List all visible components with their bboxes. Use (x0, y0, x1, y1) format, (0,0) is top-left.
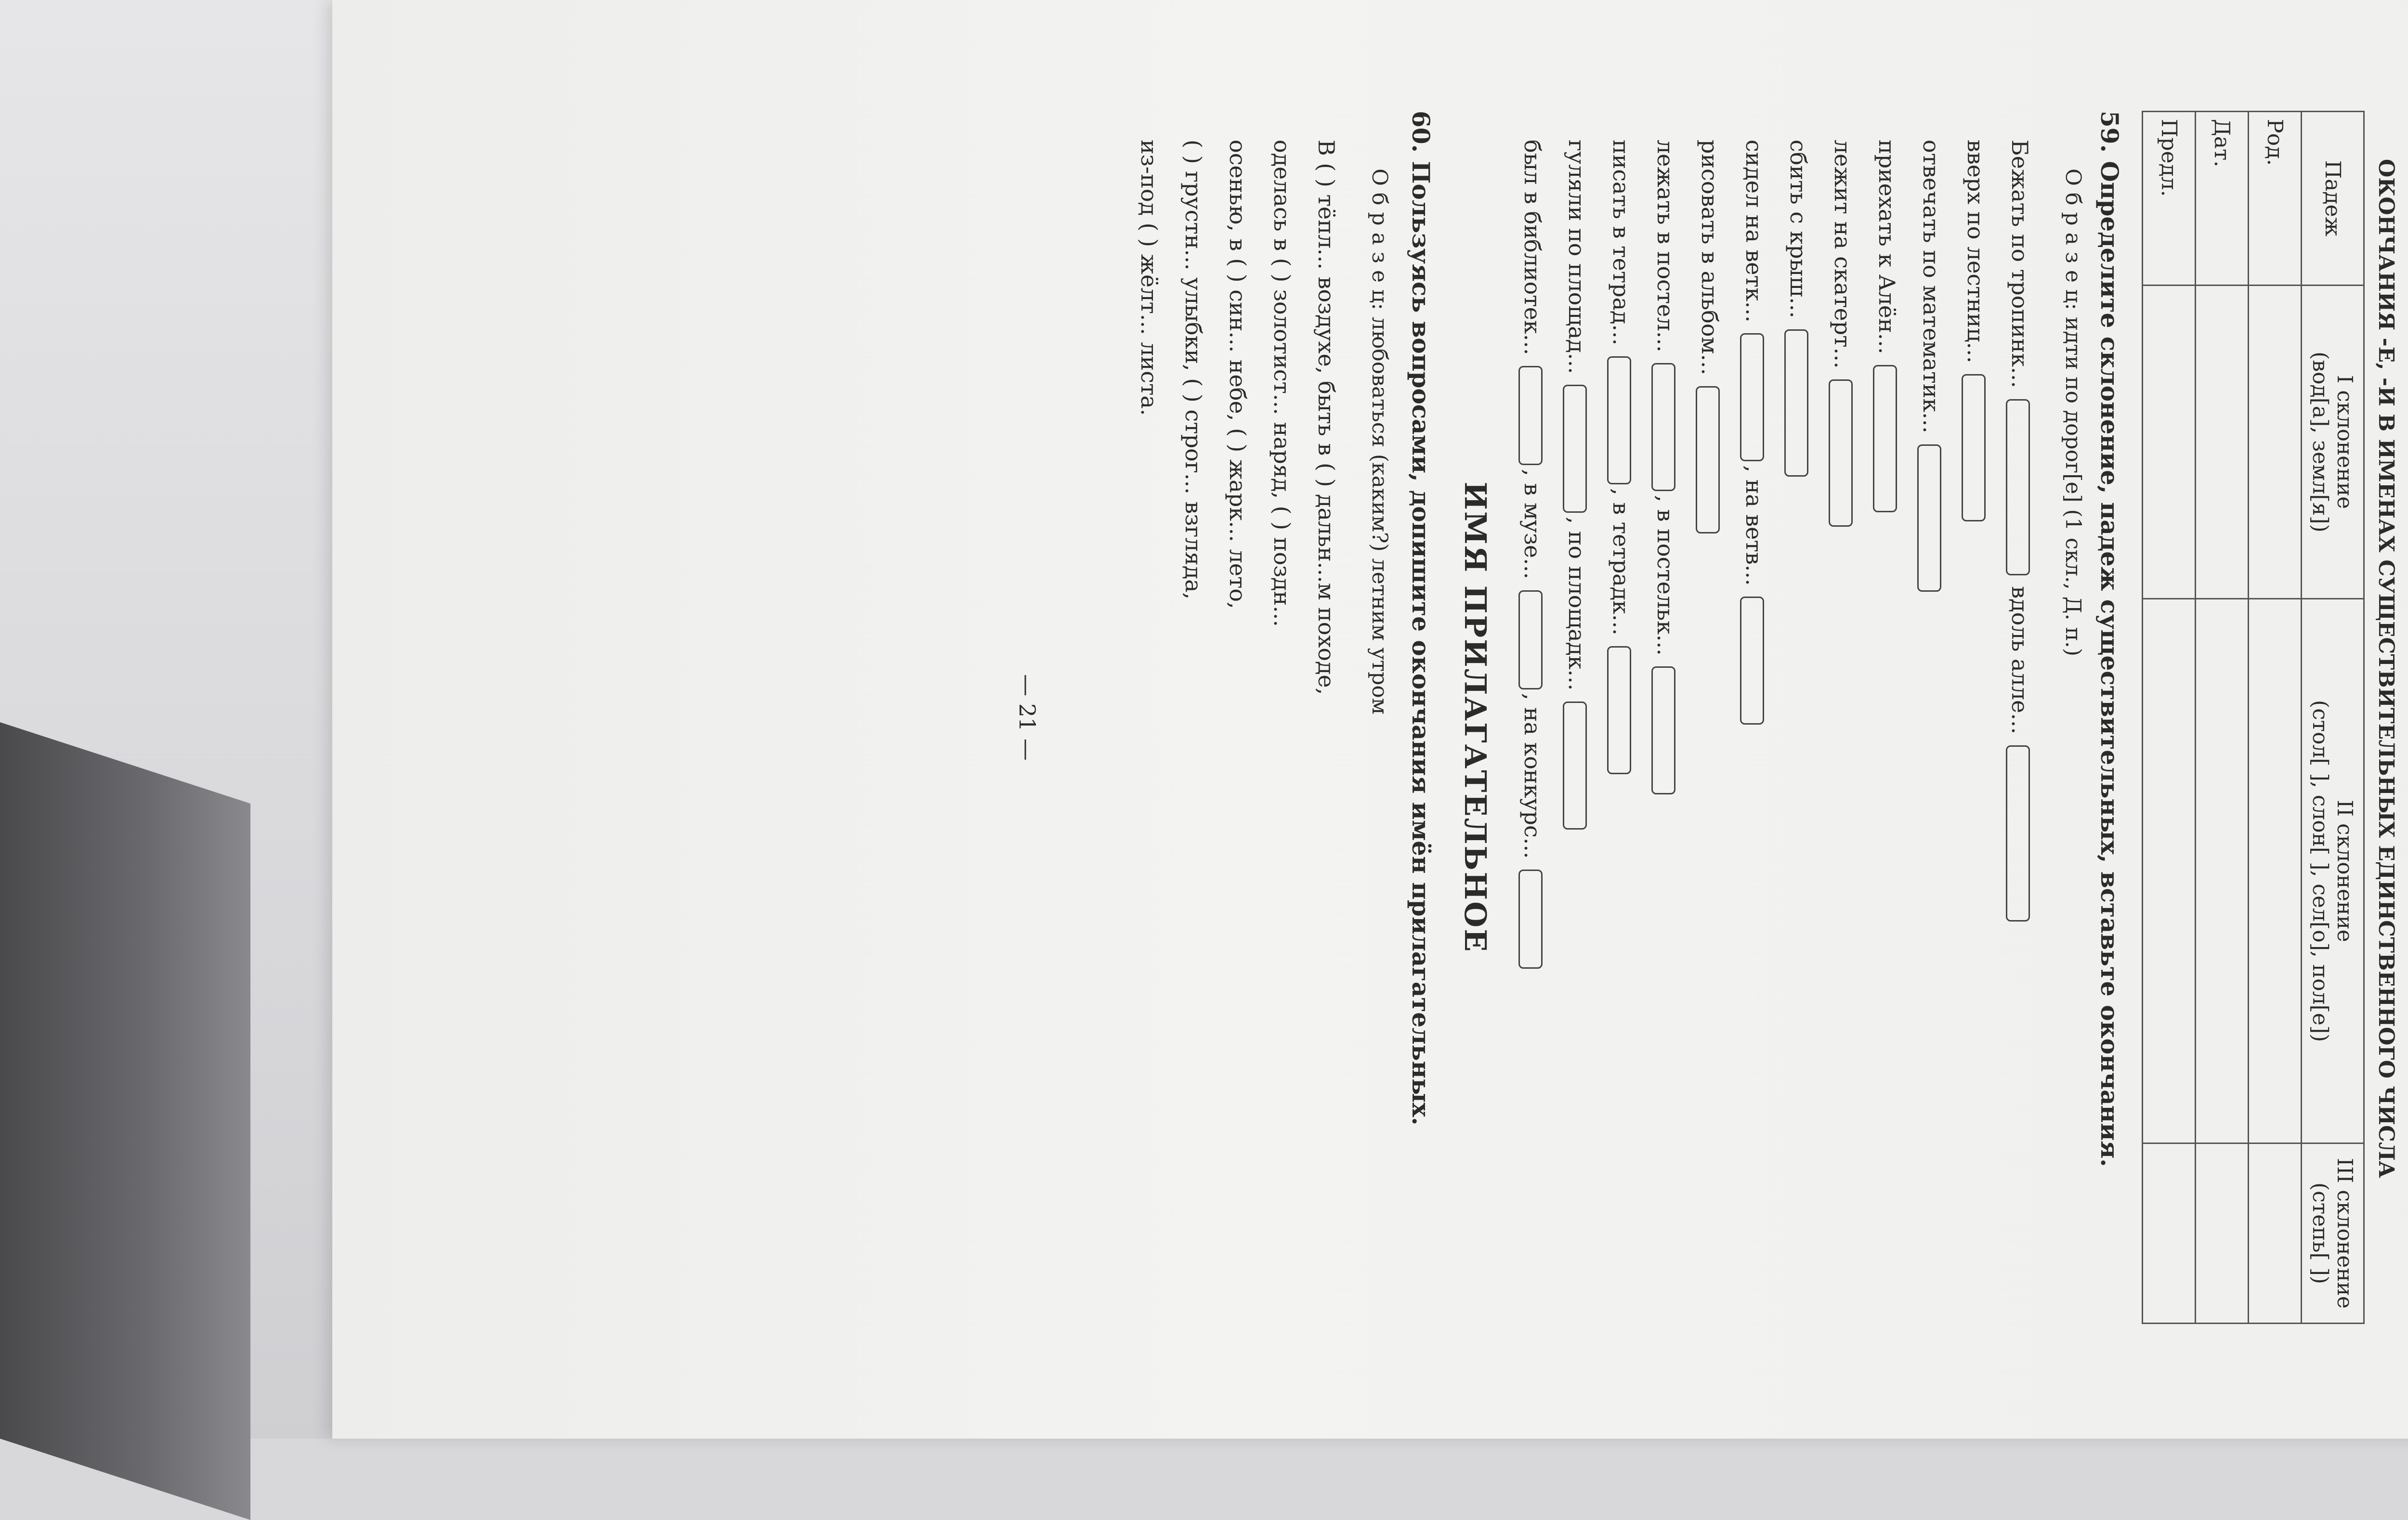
answer-blank[interactable] (2006, 745, 2030, 922)
endings-table (2142, 111, 2365, 1324)
ex60-line: В ( ) тёпл... воздухе, быть в ( ) дальн...м походе, (1313, 140, 1339, 695)
answer-blank[interactable] (1784, 329, 1808, 477)
row-label: Род. (2249, 112, 2302, 286)
ex59-line: отвечать по математик... (1909, 140, 1953, 973)
answer-blank[interactable] (1518, 870, 1543, 969)
ex59-line: вверх по лестниц... (1953, 140, 1998, 973)
table-cell[interactable] (2249, 599, 2302, 1143)
rotated-page-content (385, 111, 2408, 1324)
answer-blank[interactable] (2006, 399, 2030, 575)
ex59-line: сбить с крыш... (1776, 140, 1820, 973)
answer-blank[interactable] (1696, 386, 1720, 533)
table-cell[interactable] (2196, 286, 2249, 599)
ex59-sample: О б р а з е ц: идти по дорог[е] (1 скл., Д. п.) (2061, 169, 2085, 656)
ex59-line: сидел на ветк... , на ветв... (1732, 140, 1776, 973)
table-cell[interactable] (2196, 599, 2249, 1143)
table-cell[interactable] (2249, 286, 2302, 599)
answer-blank[interactable] (1651, 363, 1675, 491)
answer-blank[interactable] (1829, 379, 1853, 527)
ex60-lines (1127, 140, 1348, 1324)
ex59-title: 59. Определите склонение, падеж существительных, вставьте окончания. (2095, 111, 2124, 1167)
answer-blank[interactable] (1607, 646, 1631, 774)
answer-blank[interactable] (1607, 356, 1631, 484)
col-case: Падеж (2302, 112, 2364, 286)
answer-blank[interactable] (1962, 374, 1986, 521)
ex60-title: 60. Пользуясь вопросами, допишите окончания имён прилагательных. (1407, 111, 1435, 1126)
row-label: Дат. (2196, 112, 2249, 286)
ex60-line: оделась в ( ) золотист... наряд, ( ) поздн... (1269, 140, 1295, 627)
ex59-line: писать в тетрад... , в тетрадк... (1599, 140, 1643, 973)
table-cell[interactable] (2143, 286, 2196, 599)
table-cell[interactable] (2143, 1143, 2196, 1324)
answer-blank[interactable] (1563, 702, 1587, 830)
table-cell[interactable] (2143, 599, 2196, 1143)
ex59-line: был в библиотек... , в музе... , на конкурс... (1510, 140, 1555, 973)
dark-surface (0, 722, 250, 1520)
ex59-lines (1510, 140, 2042, 973)
ex59-line: рисовать в альбом... (1688, 140, 1732, 973)
answer-blank[interactable] (1518, 590, 1543, 689)
answer-blank[interactable] (1917, 444, 1941, 592)
ex58-table-caption: ОКОНЧАНИЯ -Е, -И В ИМЕНАХ СУЩЕСТВИТЕЛЬНЫХ ЕДИНСТВЕННОГО ЧИСЛА (2374, 159, 2398, 1178)
ex60-line: из-под ( ) жёлт... листа. (1136, 140, 1162, 416)
answer-blank[interactable] (1563, 385, 1587, 513)
section-title: ИМЯ ПРИЛАГАТЕЛЬНОЕ (1458, 481, 1493, 953)
table-cell[interactable] (2196, 1143, 2249, 1324)
col-decl1: I склонение (вод[а], земл[я]) (2302, 286, 2364, 599)
ex59-line: лежит на скатерт... (1820, 140, 1865, 973)
ex60-line: осенью, в ( ) син... небе, ( ) жарк... лето, (1225, 140, 1251, 609)
ex59-line: приехать к Алён... (1865, 140, 1909, 973)
ex59-line: гуляли по площад... , по площадк... (1555, 140, 1599, 973)
ex60-line: ( ) грустн... улыбки, ( ) строг... взгляда, (1180, 140, 1206, 600)
col-decl2: II склонение (стол[ ], слон[ ], сел[о], пол[е]) (2302, 599, 2364, 1143)
answer-blank[interactable] (1740, 597, 1764, 725)
page-number: — 21 — (1014, 674, 1040, 761)
row-label: Предл. (2143, 112, 2196, 286)
ex60-sample: О б р а з е ц: любоваться (каким?) летним утром (1367, 169, 1392, 715)
answer-blank[interactable] (1518, 366, 1543, 465)
ex59-line: Бежать по тропинк... вдоль алле... (1998, 140, 2042, 973)
answer-blank[interactable] (1651, 666, 1675, 794)
ex59-line: лежать в постел... , в постельк... (1643, 140, 1688, 973)
col-decl3: III склонение (степь[ ]) (2302, 1143, 2364, 1324)
answer-blank[interactable] (1873, 365, 1897, 512)
table-cell[interactable] (2249, 1143, 2302, 1324)
answer-blank[interactable] (1740, 333, 1764, 461)
